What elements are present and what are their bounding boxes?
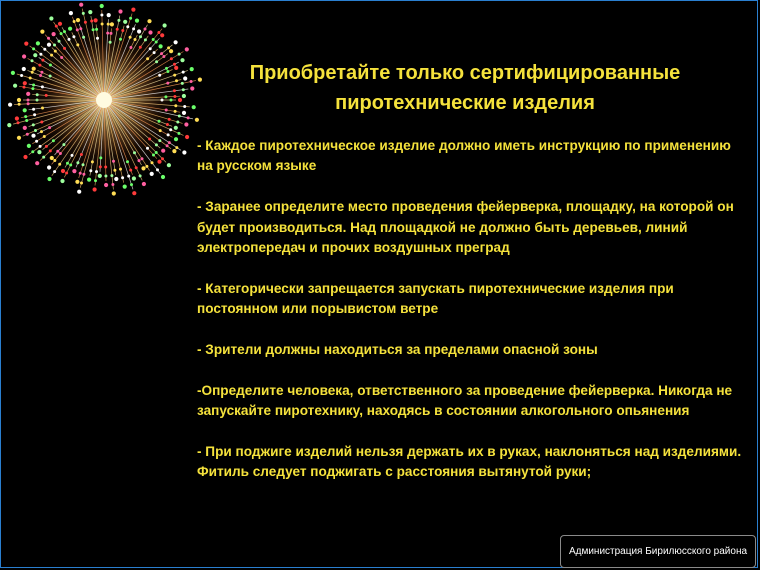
firework-spark: [145, 165, 148, 168]
firework-spark: [117, 19, 120, 22]
firework-spark: [190, 86, 194, 90]
firework-spark: [119, 38, 122, 41]
firework-spark: [104, 166, 107, 169]
firework-spark: [17, 136, 21, 140]
firework-spark: [92, 28, 95, 31]
firework-spark: [60, 179, 64, 183]
firework-spark: [60, 56, 63, 59]
firework-spark: [31, 134, 35, 138]
firework-spark: [41, 85, 44, 88]
firework-spark: [155, 143, 158, 146]
rule-wind: - Категорически запрещается запускать пиротехнические изделия при постоянном или порывистом ветре: [197, 280, 674, 317]
firework-spark: [118, 9, 122, 13]
firework-spark: [151, 161, 154, 164]
firework-spark: [94, 179, 97, 182]
firework-spark: [22, 67, 26, 71]
firework-spark: [80, 182, 83, 185]
firework-spark: [68, 27, 72, 31]
firework-spark: [18, 103, 21, 106]
firework-spark: [159, 129, 162, 132]
firework-spark: [41, 107, 44, 110]
firework-spark: [13, 84, 17, 88]
firework-spark: [135, 166, 138, 169]
firework-spark: [146, 147, 149, 150]
footer-text: Администрация Бирилюсского района: [568, 546, 748, 557]
firework-spark: [58, 40, 61, 43]
firework-spark: [160, 33, 164, 37]
firework-spark: [161, 149, 165, 153]
firework-spark: [139, 35, 142, 38]
firework-spark: [190, 80, 193, 83]
firework-spark: [160, 52, 163, 55]
firework-spark: [26, 133, 29, 136]
firework-spark: [43, 135, 46, 138]
firework-spark: [23, 86, 26, 89]
firework-spark: [66, 162, 69, 165]
firework-spark: [174, 40, 178, 44]
footer-badge: [560, 535, 756, 568]
firework-spark: [175, 146, 178, 149]
firework-spark: [75, 180, 79, 184]
firework-spark: [45, 94, 48, 97]
firework-spark: [110, 32, 113, 35]
firework-spark: [121, 176, 124, 179]
firework-spark: [167, 46, 170, 49]
rule-location: - Заранее определите место проведения фейерверка, площадку, на которой он будет производиться. Над площадкой не должно быть деревьев, линий электропередач и прочих воздушных преград: [197, 199, 734, 256]
firework-spark: [77, 190, 81, 194]
firework-spark: [45, 145, 48, 148]
firework-spark: [26, 92, 30, 96]
firework-spark: [55, 25, 58, 28]
firework-spark: [96, 37, 99, 40]
firework-spark: [15, 116, 19, 120]
firework-spark: [31, 150, 34, 153]
firework-spark: [76, 28, 79, 31]
firework-spark: [138, 159, 141, 162]
firework-spark: [181, 82, 184, 85]
firework-spark: [42, 156, 45, 159]
firework-spark: [48, 126, 51, 129]
firework-spark: [139, 174, 142, 177]
firework-spark: [76, 18, 80, 22]
firework-spark: [104, 183, 108, 187]
firework-spark: [35, 140, 38, 143]
firework-spark: [150, 172, 154, 176]
firework-spark: [69, 164, 72, 167]
firework-spark: [142, 182, 146, 186]
firework-spark: [17, 121, 20, 124]
firework-spark: [110, 22, 114, 26]
firework-spark: [52, 32, 56, 36]
firework-spark: [62, 143, 65, 146]
firework-spark: [178, 115, 181, 118]
firework-spark: [27, 102, 30, 105]
title-line-1: Приобретайте только сертифицированные: [249, 62, 681, 84]
firework-spark: [110, 174, 113, 177]
firework-spark: [32, 47, 35, 50]
firework-spark: [89, 169, 92, 172]
firework-spark: [50, 54, 53, 57]
firework-spark: [27, 144, 31, 148]
firework-spark: [157, 31, 160, 34]
firework-spark: [114, 177, 118, 181]
firework-spark: [40, 71, 43, 74]
firework-spark: [31, 87, 34, 90]
firework-spark: [173, 63, 176, 66]
firework-spark: [123, 20, 127, 24]
firework-spark: [174, 126, 178, 130]
firework-spark: [22, 54, 26, 58]
firework-spark: [121, 29, 124, 32]
firework-spark: [185, 47, 189, 51]
firework-spark: [132, 27, 135, 30]
firework-spark: [54, 50, 57, 53]
firework-spark: [23, 108, 27, 112]
firework-spark: [76, 43, 79, 46]
firework-spark: [132, 191, 136, 195]
firework-spark: [88, 10, 92, 14]
firework-spark: [24, 115, 27, 118]
firework-spark: [68, 38, 71, 41]
firework-spark: [94, 18, 98, 22]
firework-spark: [32, 67, 36, 71]
firework-spark: [52, 139, 55, 142]
firework-spark: [90, 20, 93, 23]
firework-spark: [190, 67, 194, 71]
rule-spectators: - Зрители должны находиться за пределами опасной зоны: [197, 342, 598, 358]
firework-spark: [50, 156, 54, 160]
firework-spark: [180, 58, 184, 62]
firework-spark: [170, 99, 173, 102]
rule-instructions: - Каждое пиротехническое изделие должно иметь инструкцию по применению на русском языке: [197, 138, 731, 174]
firework-spark: [173, 95, 176, 98]
firework-spark: [99, 165, 102, 168]
firework-spark: [63, 47, 66, 50]
firework-spark: [141, 157, 144, 160]
firework-spark: [82, 12, 85, 15]
firework-spark: [198, 78, 202, 82]
firework-spark: [47, 177, 51, 181]
firework-spark: [162, 55, 165, 58]
firework-spark: [31, 59, 34, 62]
safety-rules: [197, 136, 745, 503]
firework-spark: [35, 161, 39, 165]
firework-spark: [82, 36, 85, 39]
firework-spark: [166, 82, 169, 85]
firework-spark: [148, 138, 151, 141]
firework-spark: [39, 74, 42, 77]
firework-spark: [130, 183, 133, 186]
firework-spark: [47, 37, 50, 40]
firework-spark: [141, 166, 145, 170]
firework-spark: [183, 105, 186, 108]
firework-spark: [148, 30, 152, 34]
firework-spark: [91, 160, 94, 163]
firework-spark: [166, 123, 169, 126]
firework-spark: [32, 84, 35, 87]
firework-spark: [178, 98, 182, 102]
firework-spark: [168, 141, 171, 144]
firework-spark: [152, 154, 155, 157]
firework-spark: [144, 38, 147, 41]
firework-spark: [175, 79, 178, 82]
firework-spark: [36, 99, 39, 102]
firework-spark: [60, 32, 63, 35]
firework-spark: [59, 152, 62, 155]
firework-spark: [129, 36, 132, 39]
firework-spark: [40, 130, 43, 133]
firework-spark: [167, 163, 171, 167]
firework-spark: [166, 144, 169, 147]
firework-spark: [43, 48, 46, 51]
firework-spark: [56, 150, 59, 153]
firework-spark: [80, 153, 83, 156]
firework-spark: [185, 135, 189, 139]
firework-spark: [177, 132, 180, 135]
firework-spark: [178, 53, 181, 56]
firework-spark: [20, 74, 23, 77]
firework-spark: [166, 70, 169, 73]
firework-spark: [72, 169, 76, 173]
firework-spark: [156, 168, 159, 171]
firework-spark: [126, 160, 129, 163]
firework-spark: [134, 38, 137, 41]
firework-spark: [104, 175, 107, 178]
firework-spark: [129, 17, 132, 20]
firework-spark: [33, 113, 36, 116]
firework-image: [4, 0, 204, 200]
firework-spark: [172, 149, 176, 153]
firework-spark: [109, 41, 112, 44]
firework-spark: [63, 30, 66, 33]
firework-spark: [79, 27, 82, 30]
firework-spark: [79, 3, 83, 7]
firework-spark: [161, 175, 165, 179]
firework-spark: [174, 66, 178, 70]
firework-spark: [47, 43, 51, 47]
firework-spark: [34, 129, 37, 132]
firework-spark: [100, 14, 103, 17]
firework-spark: [167, 133, 170, 136]
firework-spark: [182, 111, 186, 115]
firework-spark: [82, 173, 85, 176]
firework-spark: [174, 110, 177, 113]
firework-spark: [93, 187, 97, 191]
firework-spark: [182, 88, 185, 91]
firework-spark: [65, 172, 68, 175]
firework-spark: [49, 64, 52, 67]
firework-spark: [69, 11, 73, 15]
firework-spark: [139, 46, 142, 49]
firework-spark: [129, 46, 132, 49]
firework-spark: [39, 53, 42, 56]
firework-spark: [40, 121, 43, 124]
firework-spark: [155, 151, 158, 154]
firework-spark: [192, 105, 196, 109]
firework-spark: [183, 76, 187, 80]
firework-spark: [8, 103, 12, 107]
firework-spark: [112, 191, 116, 195]
firework-spark: [25, 119, 28, 122]
firework-spark: [116, 28, 119, 31]
firework-spark: [153, 51, 156, 54]
firework-spark: [36, 93, 39, 96]
firework-spark: [123, 185, 127, 189]
firework-spark: [33, 53, 37, 57]
firework-spark: [144, 28, 147, 31]
firework-spark: [24, 42, 28, 46]
firework-spark: [23, 81, 27, 85]
firework-spark: [158, 120, 161, 123]
firework-spark: [87, 178, 91, 182]
firework-spark: [152, 38, 155, 41]
firework-spark: [135, 19, 139, 23]
firework-spark: [47, 165, 51, 169]
firework-spark: [174, 104, 177, 107]
firework-spark: [95, 170, 98, 173]
firework-spark: [182, 150, 186, 154]
firework-spark: [182, 71, 185, 74]
firework-spark: [72, 35, 75, 38]
firework-spark: [41, 59, 44, 62]
firework-spark: [7, 123, 11, 127]
firework-spark: [82, 163, 85, 166]
firework-spark: [49, 16, 53, 20]
firework-spark: [158, 74, 161, 77]
firework-spark: [155, 60, 158, 63]
firework-spark: [38, 64, 41, 67]
firework-spark: [101, 23, 104, 26]
firework-spark: [23, 126, 27, 130]
firework-spark: [73, 20, 76, 23]
firework-spark: [106, 32, 109, 35]
firework-spark: [49, 149, 52, 152]
firework-spark: [107, 13, 111, 17]
title-line-2: пиротехнические изделия: [335, 92, 595, 114]
firework-spark: [107, 23, 110, 26]
firework-spark: [40, 30, 44, 34]
firework-spark: [163, 23, 167, 27]
firework-spark: [84, 21, 87, 24]
firework-spark: [147, 19, 151, 23]
firework-spark: [53, 170, 56, 173]
firework-spark: [131, 8, 135, 12]
slide-title: [205, 58, 725, 118]
firework-spark: [169, 128, 172, 131]
firework-spark: [58, 22, 62, 26]
firework-spark: [112, 160, 115, 163]
rule-ignition: - При поджиге изделий нельзя держать их в руках, наклоняться над изделиями. Фитиль следует поджигать с расстояния вытянутой руки;: [197, 444, 742, 480]
firework-spark: [174, 137, 178, 141]
firework-spark: [113, 169, 116, 172]
firework-spark: [79, 172, 82, 175]
firework-spark: [184, 122, 188, 126]
firework-spark: [146, 57, 149, 60]
firework-spark: [61, 169, 65, 173]
firework-spark: [126, 25, 129, 28]
firework-spark: [119, 168, 122, 171]
firework-spark: [11, 71, 15, 75]
firework-spark: [161, 157, 164, 160]
firework-spark: [158, 139, 161, 142]
firework-spark: [155, 41, 158, 44]
firework-spark: [71, 154, 74, 157]
firework-spark: [98, 174, 102, 178]
firework-spark: [165, 67, 168, 70]
firework-spark: [164, 95, 167, 98]
firework-spark: [173, 89, 176, 92]
firework-spark: [169, 49, 173, 53]
firework-spark: [31, 71, 34, 74]
firework-spark: [129, 169, 132, 172]
firework-spark: [58, 163, 61, 166]
firework-spark: [99, 156, 102, 159]
firework-spark: [32, 123, 35, 126]
firework-spark: [176, 121, 179, 124]
firework-spark: [32, 108, 35, 111]
firework-spark: [132, 176, 136, 180]
rule-responsible-person: -Определите человека, ответственного за проведение фейерверка. Никогда не запускайте пиротехнику, находясь в состоянии алкогольного опьянения: [197, 382, 733, 419]
firework-spark: [17, 98, 21, 102]
firework-spark: [53, 44, 56, 47]
firework-spark: [173, 74, 176, 77]
firework-spark: [29, 77, 32, 80]
firework-spark: [168, 118, 171, 121]
firework-spark: [187, 116, 190, 119]
firework-spark: [49, 75, 52, 78]
firework-spark: [100, 4, 104, 8]
firework-spark: [111, 183, 114, 186]
firework-spark: [127, 175, 130, 178]
firework-spark: [170, 57, 173, 60]
firework-spark: [76, 161, 79, 164]
firework-spark: [53, 159, 56, 162]
firework-spark: [23, 155, 27, 159]
firework-spark: [195, 118, 199, 122]
firework-spark: [95, 28, 98, 31]
firework-spark: [182, 94, 186, 98]
firework-spark: [165, 109, 168, 112]
firework-spark: [36, 41, 40, 45]
firework-spark: [157, 160, 161, 164]
firework-spark: [137, 29, 141, 33]
firework-spark: [133, 151, 136, 154]
firework-spark: [39, 145, 42, 148]
firework-spark: [161, 99, 164, 102]
firework-spark: [149, 47, 152, 50]
firework-spark: [159, 44, 163, 48]
firework-spark: [37, 150, 41, 154]
firework-spark: [27, 99, 30, 102]
